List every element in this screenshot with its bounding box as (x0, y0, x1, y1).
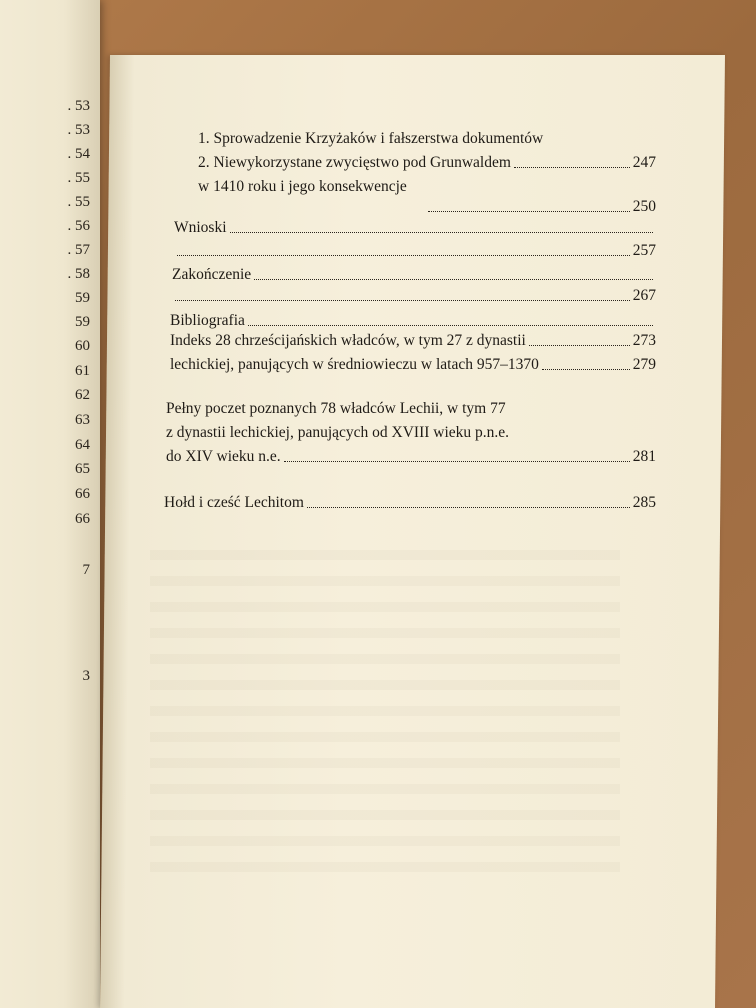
toc-entry-wnioski-page (174, 242, 656, 260)
toc-entry-title: Indeks 28 chrześcijańskich władców, w tym 27 z dynastii (170, 332, 526, 349)
show-through-text (150, 550, 620, 880)
left-page-number: . 54 (67, 146, 90, 162)
toc-entry-title: Wnioski (174, 219, 227, 236)
toc-page-number: 250 (632, 198, 656, 215)
left-page (0, 0, 100, 1008)
left-page-number: 64 (75, 437, 90, 453)
left-page-number: 59 (75, 314, 90, 330)
toc-page-number: 247 (632, 154, 656, 171)
dot-leader (230, 232, 653, 233)
left-page-number: 61 (75, 363, 90, 379)
left-page-number: 59 (75, 290, 90, 306)
left-page-number: 7 (82, 562, 90, 578)
toc-page-number: 281 (632, 448, 656, 465)
dot-leader (529, 345, 630, 346)
left-page-number: . 56 (67, 218, 90, 234)
dot-leader (248, 325, 653, 326)
dot-leader (514, 167, 630, 168)
toc-page-number: 285 (632, 494, 656, 511)
dot-leader (428, 211, 630, 212)
toc-page-number: 267 (632, 287, 656, 304)
dot-leader (254, 279, 653, 280)
left-page-number: . 55 (67, 194, 90, 210)
toc-entry-title: w 1410 roku i jego konsekwencje (198, 178, 407, 195)
toc-entry-hold (164, 494, 656, 512)
left-page-number: 65 (75, 461, 90, 477)
toc-entry-zakonczenie (172, 266, 656, 284)
left-page-number: 63 (75, 412, 90, 428)
toc-entry-poczet-line3 (166, 448, 656, 466)
toc-entry-indeks-line2 (170, 356, 656, 374)
left-page-number: 66 (75, 486, 90, 502)
toc-entry-grunwald-line2 (198, 178, 656, 196)
toc-page-number: 279 (632, 356, 656, 373)
left-page-number: 66 (75, 511, 90, 527)
left-page-number: 62 (75, 387, 90, 403)
toc-entry-wnioski (174, 219, 656, 237)
toc-entry-krzyzacy (198, 130, 628, 148)
toc-entry-zakonczenie-page (172, 287, 656, 305)
toc-entry-title: Pełny poczet poznanych 78 władców Lechii, w tym 77 (166, 400, 506, 417)
toc-page-number: 273 (632, 332, 656, 349)
toc-entry-title: Zakończenie (172, 266, 252, 283)
toc-entry-poczet (166, 400, 656, 418)
toc-entry-title: lechickiej, panujących w średniowieczu w latach 957–1370 (170, 356, 539, 373)
toc-entry-title: 2. Niewykorzystane zwycięstwo pod Grunwaldem (198, 154, 511, 171)
toc-entry-indeks (170, 332, 656, 350)
dot-leader (177, 255, 630, 256)
toc-entry-title: z dynastii lechickiej, panujących od XVIII wieku p.n.e. (166, 424, 510, 441)
toc-entry-title: do XIV wieku n.e. (166, 448, 281, 465)
toc-entry-title: Hołd i cześć Lechitom (164, 494, 304, 511)
toc-page-number: 257 (632, 242, 656, 259)
dot-leader (307, 507, 630, 508)
toc-entry-grunwald-page (198, 198, 656, 216)
left-page-number: 60 (75, 338, 90, 354)
dot-leader (542, 369, 630, 370)
left-page-number: . 57 (67, 242, 90, 258)
toc-entry-title: Bibliografia (170, 312, 245, 329)
left-page-number: . 53 (67, 98, 90, 114)
dot-leader (175, 300, 630, 301)
left-page-number: . 53 (67, 122, 90, 138)
left-page-number: . 55 (67, 170, 90, 186)
left-page-number: . 58 (67, 266, 90, 282)
toc-entry-title: 1. Sprowadzenie Krzyżaków i fałszerstwa dokumentów (198, 130, 544, 147)
toc-entry-bibliografia (170, 312, 656, 330)
toc-entry-poczet-line2 (166, 424, 656, 442)
dot-leader (284, 461, 630, 462)
toc-entry-grunwald (198, 154, 656, 172)
left-page-number: 3 (82, 668, 90, 684)
